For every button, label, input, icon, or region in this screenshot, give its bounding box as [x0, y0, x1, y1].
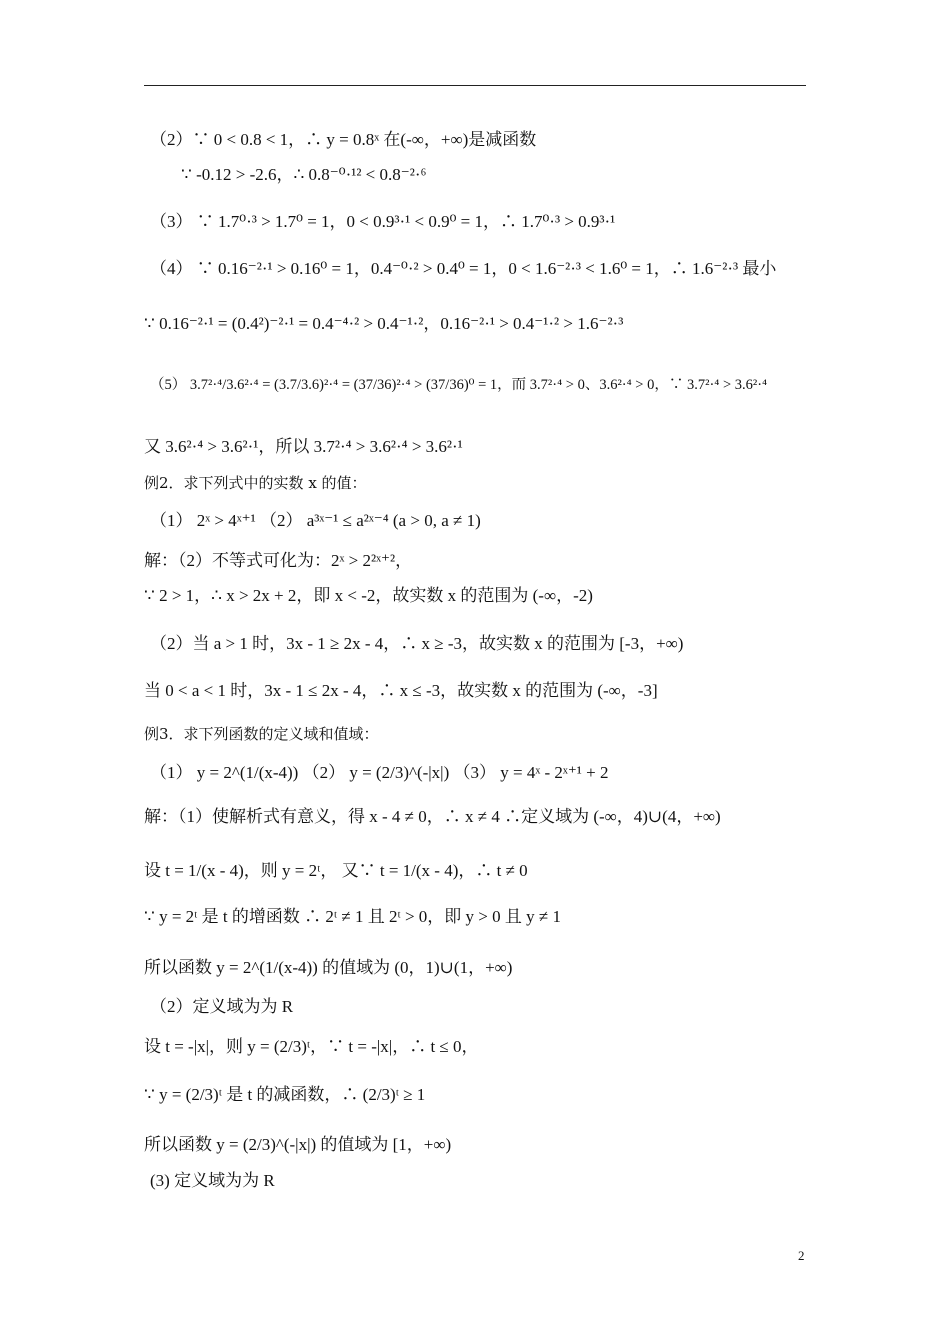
line-10: 解：（2）不等式可化为：2ˣ > 2²ˣ⁺²， [144, 551, 413, 570]
page-number: 2 [798, 1248, 805, 1263]
line-9: （1） 2ˣ > 4ˣ⁺¹ （2） a³ˣ⁻¹ ≤ a²ˣ⁻⁴ (a > 0, a ≠ 1) [150, 511, 481, 530]
line-16: 解：（1）使解析式有意义，得 x - 4 ≠ 0，∴ x ≠ 4 ∴定义域为 (-∞，4)∪(4，+∞) [144, 807, 721, 826]
line-11: ∵ 2 > 1，∴ x > 2x + 2，即 x < -2，故实数 x 的范围为 (-∞，-2) [144, 586, 593, 605]
header-rule [144, 85, 806, 86]
line-18: ∵ y = 2ᵗ 是 t 的增函数 ∴ 2ᵗ ≠ 1 且 2ᵗ > 0，即 y > 0 且 y ≠ 1 [144, 907, 561, 926]
line-12: （2）当 a > 1 时，3x - 1 ≥ 2x - 4，∴ x ≥ -3，故实数 x 的范围为 [-3，+∞) [150, 634, 684, 653]
line-24: (3) 定义域为为 R [150, 1171, 275, 1190]
line-17: 设 t = 1/(x - 4)，则 y = 2ᵗ， 又∵ t = 1/(x - 4)，∴ t ≠ 0 [144, 861, 528, 880]
line-22: ∵ y = (2/3)ᵗ 是 t 的减函数，∴ (2/3)ᵗ ≥ 1 [144, 1085, 426, 1104]
example-2-title: 例2．求下列式中的实数 x 的值： [144, 474, 367, 492]
line-13: 当 0 < a < 1 时，3x - 1 ≤ 2x - 4，∴ x ≤ -3，故实数 x 的范围为 (-∞，-3] [144, 681, 658, 700]
line-2: ∵ -0.12 > -2.6，∴ 0.8⁻⁰·¹² < 0.8⁻²·⁶ [181, 165, 427, 184]
line-3: （3） ∵ 1.7⁰·³ > 1.7⁰ = 1，0 < 0.9³·¹ < 0.9⁰ = 1，∴ 1.7⁰·³ > 0.9³·¹ [150, 212, 616, 231]
line-15: （1） y = 2^(1/(x-4)) （2） y = (2/3)^(-|x|) （3） y = 4ˣ - 2ˣ⁺¹ + 2 [150, 763, 609, 782]
line-21: 设 t = -|x|，则 y = (2/3)ᵗ，∵ t = -|x|，∴ t ≤ 0， [144, 1037, 479, 1056]
line-5: ∵ 0.16⁻²·¹ = (0.4²)⁻²·¹ = 0.4⁻⁴·² > 0.4⁻¹·²，0.16⁻²·¹ > 0.4⁻¹·² > 1.6⁻²·³ [144, 314, 624, 333]
line-7: 又 3.6²·⁴ > 3.6²·¹，所以 3.7²·⁴ > 3.6²·⁴ > 3.6²·¹ [144, 437, 463, 456]
line-19: 所以函数 y = 2^(1/(x-4)) 的值域为 (0，1)∪(1，+∞) [144, 958, 513, 977]
example-3-title: 例3．求下列函数的定义域和值域： [144, 725, 379, 743]
line-4: （4） ∵ 0.16⁻²·¹ > 0.16⁰ = 1，0.4⁻⁰·² > 0.4⁰ = 1，0 < 1.6⁻²·³ < 1.6⁰ = 1，∴ 1.6⁻²·³ 最小 [150, 259, 777, 278]
line-23: 所以函数 y = (2/3)^(-|x|) 的值域为 [1，+∞) [144, 1135, 452, 1154]
line-20: （2）定义域为为 R [150, 997, 294, 1016]
line-1: （2）∵ 0 < 0.8 < 1，∴ y = 0.8ˣ 在(-∞，+∞)是减函数 [150, 130, 537, 149]
line-6: （5） 3.7²·⁴/3.6²·⁴ = (3.7/3.6)²·⁴ = (37/36)²·⁴ > (37/36)⁰ = 1，而 3.7²·⁴ > 0、3.6²·⁴ > 0，∵ 3.7²·⁴ > 3.6²·⁴ [150, 377, 768, 393]
